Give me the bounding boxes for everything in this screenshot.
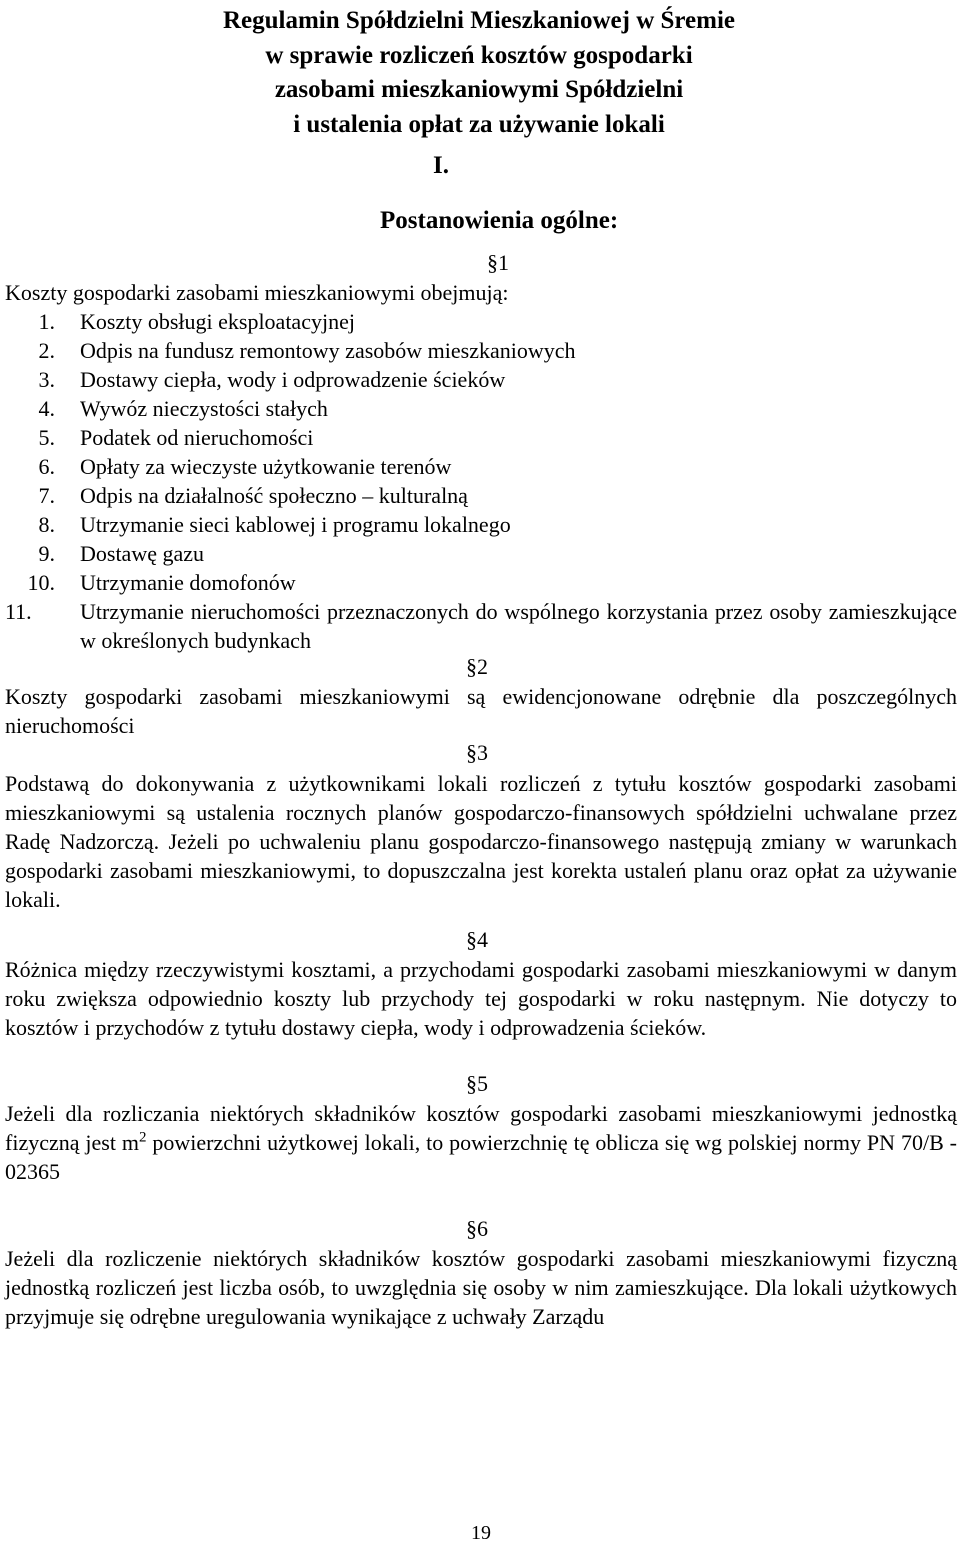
title-line-3: zasobami mieszkaniowymi Spółdzielni <box>274 76 684 103</box>
section-2-label: §2 <box>466 654 488 679</box>
list-item: 9. Dostawę gazu <box>38 541 205 566</box>
list-item: 7. Odpis na działalność społeczno – kulturalną <box>38 483 468 508</box>
list-item: 4. Wywóz nieczystości stałych <box>38 396 328 421</box>
section-1-intro: Koszty gospodarki zasobami mieszkaniowymi obejmują: <box>5 280 509 305</box>
list-item: 8. Utrzymanie sieci kablowej i programu lokalnego <box>38 512 511 537</box>
section-6-text: Jeżeli dla rozliczenie niektórych składników kosztów gospodarki zasobami mieszkaniowymi fizyczną jednostką rozliczeń jest liczba osób, to uwzględnia się osoby w nim zamieszkujące. Dla lokali użytkowych przyjmuje się odrębne uregulowania wynikające z uchwały Zarządu <box>5 1246 957 1329</box>
list-item: 10. Utrzymanie domofonów <box>27 570 296 595</box>
section-5-label: §5 <box>466 1071 488 1096</box>
section-6-label: §6 <box>466 1216 488 1241</box>
list-item: 5. Podatek od nieruchomości <box>38 425 314 450</box>
title-line-2: w sprawie rozliczeń kosztów gospodarki <box>265 41 693 69</box>
list-item: 1. Koszty obsługi eksploatacyjnej <box>38 309 355 334</box>
list-item: 2. Odpis na fundusz remontowy zasobów mieszkaniowych <box>38 338 576 363</box>
section-1-label: §1 <box>487 250 509 275</box>
document-title <box>0 4 960 142</box>
title-line-4: i ustalenia opłat za używanie lokali <box>293 110 665 138</box>
section-3-label: §3 <box>466 740 488 765</box>
cost-items-list <box>5 307 957 655</box>
list-item: 11. Utrzymanie nieruchomości przeznaczonych do wspólnego korzystania przez osoby zamieszkujące w określonych budynkach <box>5 599 957 653</box>
section-5-text: Jeżeli dla rozliczania niektórych składników kosztów gospodarki zasobami mieszkaniowymi jednostką fizyczną jest $m^2$ powierzchni użytkowej lokali, to powierzchnię tę oblicza się wg polskiej normy PN 70/B - 02365 <box>5 1101 957 1184</box>
list-item: 3. Dostawy ciepła, wody i odprowadzenie ścieków <box>38 367 506 392</box>
section-3-text: Podstawą do dokonywania z użytkownikami lokali rozliczeń z tytułu kosztów gospodarki zasobami mieszkaniowymi są ustalenia rocznych planów gospodarczo-finansowych spółdzielni uchwalane przez Radę Nadzorczą. Jeżeli po uchwaleniu planu gospodarczo-finansowego następują zmiany w warunkach gospodarki zasobami mieszkaniowymi, to dopuszczalna jest korekta ustaleń planu oraz opłat za używanie lokali. <box>5 771 957 912</box>
section-4-text: Różnica między rzeczywistymi kosztami, a przychodami gospodarki zasobami mieszkaniowymi w danym roku zwiększa odpowiednio koszty lub przychody tej gospodarki w roku następnym. Nie dotyczy to kosztów i przychodów z tytułu dostawy ciepła, wody i odprowadzenia ścieków. <box>5 957 957 1040</box>
title-line-1: Regulamin Spółdzielni Mieszkaniowej w Śremie <box>222 7 736 34</box>
page-number: 19 <box>471 1522 491 1544</box>
list-item: 6. Opłaty za wieczyste użytkowanie terenów <box>38 454 452 479</box>
section-4-label: §4 <box>466 927 488 952</box>
section-2-text: Koszty gospodarki zasobami mieszkaniowymi są ewidencjonowane odrębnie dla poszczególnych nieruchomości <box>5 684 957 738</box>
chapter-number: I. <box>433 152 449 179</box>
chapter-title: Postanowienia ogólne: <box>380 207 619 234</box>
